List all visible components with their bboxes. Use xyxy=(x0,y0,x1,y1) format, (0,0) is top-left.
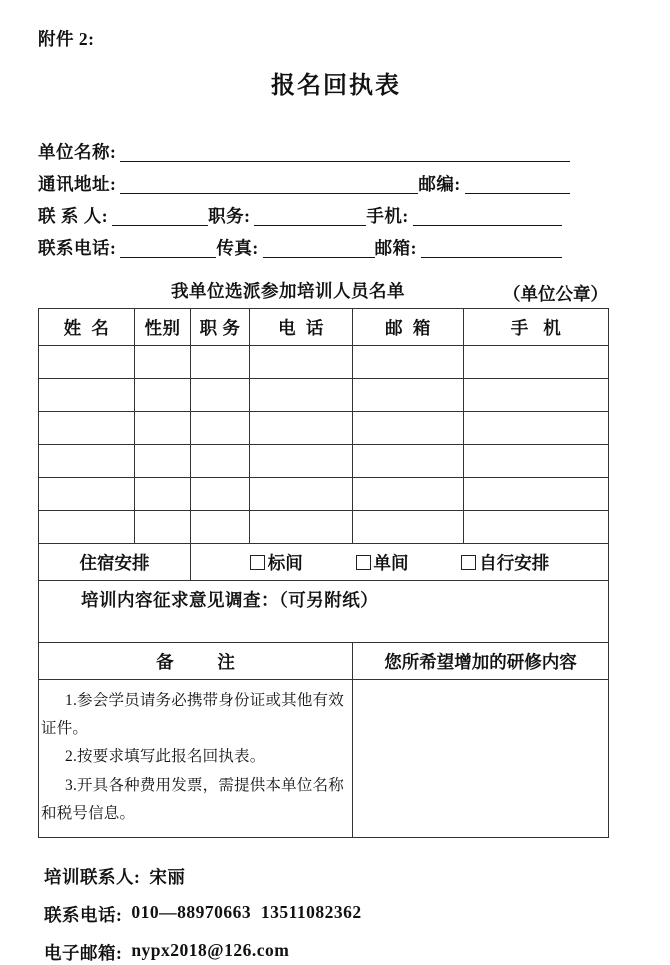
option-single-room[interactable] xyxy=(356,550,409,575)
option-self-arranged-label: 自行安排 xyxy=(479,552,550,573)
roster-empty-cell[interactable] xyxy=(191,379,250,412)
roster-empty-cell[interactable] xyxy=(39,412,135,445)
roster-empty-row xyxy=(39,445,609,478)
unit-name-input-line[interactable] xyxy=(120,142,570,162)
roster-empty-cell[interactable] xyxy=(135,379,191,412)
roster-empty-cell[interactable] xyxy=(464,445,609,478)
roster-empty-cell[interactable] xyxy=(135,511,191,544)
roster-empty-cell[interactable] xyxy=(135,445,191,478)
remarks-header: 备 注 xyxy=(39,643,353,680)
postcode-label: 邮编: xyxy=(418,173,461,194)
accommodation-row xyxy=(39,544,609,581)
checkbox-icon[interactable] xyxy=(461,555,476,570)
roster-empty-cell[interactable] xyxy=(39,478,135,511)
roster-empty-cell[interactable] xyxy=(191,346,250,379)
roster-empty-cell[interactable] xyxy=(191,445,250,478)
roster-caption: 我单位选派参加培训人员名单 xyxy=(171,281,405,301)
email-label: 邮箱: xyxy=(374,237,417,258)
option-standard-room-label: 标间 xyxy=(267,552,303,573)
roster-empty-cell[interactable] xyxy=(464,379,609,412)
roster-empty-cell[interactable] xyxy=(250,511,353,544)
checkbox-icon[interactable] xyxy=(250,555,265,570)
wish-content-cell[interactable] xyxy=(353,680,609,838)
roster-empty-cell[interactable] xyxy=(191,412,250,445)
contact-phone-row xyxy=(44,902,634,927)
roster-empty-row xyxy=(39,412,609,445)
page-title: 报名回执表 xyxy=(271,73,401,99)
roster-empty-row xyxy=(39,511,609,544)
remarks-row xyxy=(39,680,609,838)
contact-person-row xyxy=(44,864,634,889)
checkbox-icon[interactable] xyxy=(356,555,371,570)
col-header-email: 邮 箱 xyxy=(353,309,464,346)
remarks-content-cell xyxy=(39,680,353,838)
contact-email-row xyxy=(44,940,634,965)
postcode-input-line[interactable] xyxy=(465,174,570,194)
accommodation-label: 住宿安排 xyxy=(39,544,191,581)
roster-empty-cell[interactable] xyxy=(353,412,464,445)
roster-empty-row xyxy=(39,379,609,412)
roster-empty-cell[interactable] xyxy=(250,445,353,478)
address-label: 通讯地址: xyxy=(38,173,117,194)
position-input-line[interactable] xyxy=(254,206,366,226)
roster-caption-row xyxy=(38,278,608,308)
col-header-position: 职 务 xyxy=(191,309,250,346)
roster-empty-cell[interactable] xyxy=(464,412,609,445)
roster-empty-cell[interactable] xyxy=(39,346,135,379)
roster-empty-cell[interactable] xyxy=(250,346,353,379)
fax-label: 传真: xyxy=(216,237,259,258)
roster-empty-cell[interactable] xyxy=(191,478,250,511)
roster-empty-cell[interactable] xyxy=(39,445,135,478)
trainer-contact-label: 培训联系人: xyxy=(44,867,141,887)
wish-header: 您所希望增加的研修内容 xyxy=(353,643,609,680)
col-header-mobile: 手 机 xyxy=(464,309,609,346)
roster-empty-cell[interactable] xyxy=(353,478,464,511)
roster-empty-cell[interactable] xyxy=(353,445,464,478)
contact-block xyxy=(38,864,634,965)
header-fields xyxy=(38,130,570,258)
roster-table xyxy=(38,308,609,838)
col-header-phone: 电 话 xyxy=(250,309,353,346)
option-standard-room[interactable] xyxy=(250,550,303,575)
contact-person-label: 联 系 人: xyxy=(38,205,109,226)
contact-person-input-line[interactable] xyxy=(112,206,208,226)
roster-empty-cell[interactable] xyxy=(135,346,191,379)
field-row-contact-person xyxy=(38,194,570,226)
field-row-unit-name xyxy=(38,130,570,162)
roster-header-row xyxy=(39,309,609,346)
roster-empty-cell[interactable] xyxy=(464,511,609,544)
option-single-room-label: 单间 xyxy=(373,552,409,573)
accommodation-options xyxy=(191,550,608,575)
survey-row xyxy=(39,581,609,643)
col-header-gender: 性别 xyxy=(135,309,191,346)
position-label: 职务: xyxy=(208,205,251,226)
field-row-address xyxy=(38,162,570,194)
option-self-arranged[interactable] xyxy=(461,550,549,575)
remark-item: 2.按要求填写此报名回执表。 xyxy=(65,748,266,766)
survey-note: 培训内容征求意见调查：（可另附纸） xyxy=(39,581,609,643)
roster-empty-cell[interactable] xyxy=(353,511,464,544)
roster-empty-cell[interactable] xyxy=(464,478,609,511)
roster-empty-cell[interactable] xyxy=(250,478,353,511)
unit-name-label: 单位名称: xyxy=(38,141,117,162)
mobile-label: 手机: xyxy=(366,205,409,226)
roster-empty-cell[interactable] xyxy=(353,346,464,379)
roster-empty-rows xyxy=(39,346,609,544)
roster-section xyxy=(38,278,608,838)
accommodation-options-cell xyxy=(191,544,609,581)
phone-label: 联系电话: xyxy=(38,237,117,258)
contact-phone-value: 010—88970663 13511082362 xyxy=(131,902,362,922)
remark-item: 1.参会学员请务必携带身份证或其他有效证件。 xyxy=(41,692,344,738)
fax-input-line[interactable] xyxy=(263,238,375,258)
mobile-input-line[interactable] xyxy=(413,206,562,226)
roster-empty-row xyxy=(39,346,609,379)
seal-note: （单位公章） xyxy=(503,284,608,304)
field-row-phone xyxy=(38,226,570,258)
roster-empty-cell[interactable] xyxy=(353,379,464,412)
roster-empty-cell[interactable] xyxy=(250,379,353,412)
roster-empty-cell[interactable] xyxy=(191,511,250,544)
address-input-line[interactable] xyxy=(120,174,418,194)
remark-item: 3.开具各种费用发票，需提供本单位名称和税号信息。 xyxy=(41,776,344,822)
attachment-label: 附件 2: xyxy=(38,29,95,49)
trainer-contact-value: 宋丽 xyxy=(149,867,186,887)
roster-empty-cell[interactable] xyxy=(135,412,191,445)
contact-email-value: nypx2018@126.com xyxy=(131,940,290,960)
roster-empty-cell[interactable] xyxy=(39,511,135,544)
roster-empty-cell[interactable] xyxy=(464,346,609,379)
email-input-line[interactable] xyxy=(421,238,562,258)
col-header-name: 姓 名 xyxy=(39,309,135,346)
roster-empty-cell[interactable] xyxy=(250,412,353,445)
roster-empty-cell[interactable] xyxy=(135,478,191,511)
roster-empty-row xyxy=(39,478,609,511)
roster-empty-cell[interactable] xyxy=(39,379,135,412)
remarks-header-row xyxy=(39,643,609,680)
contact-email-label: 电子邮箱: xyxy=(44,943,123,963)
contact-phone-label: 联系电话: xyxy=(44,905,123,925)
phone-input-line[interactable] xyxy=(120,238,216,258)
